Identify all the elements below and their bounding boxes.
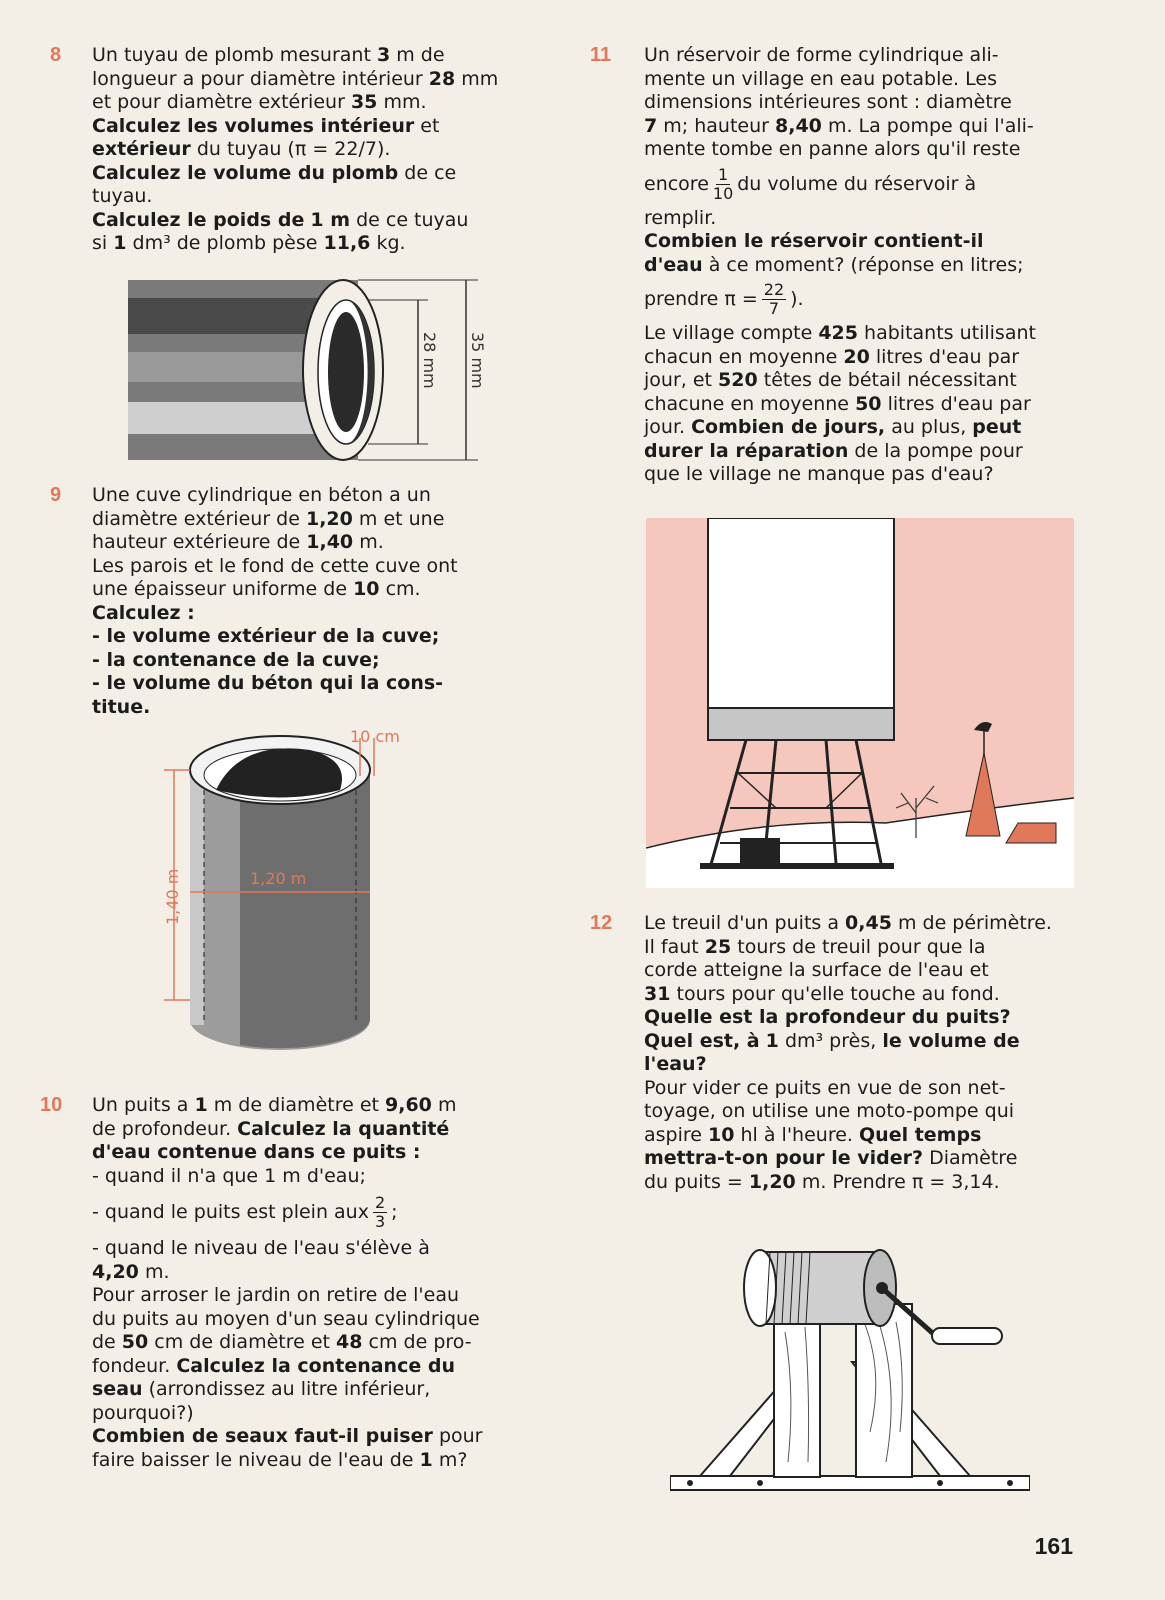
text-line: d'eau contenue dans ce puits :: [92, 1141, 421, 1163]
text-line: si 1 dm³ de plomb pèse 11,6 kg.: [92, 232, 406, 254]
text-line: de profondeur. Calculez la quantité: [92, 1117, 450, 1140]
thickness-label: 10 cm: [350, 727, 400, 746]
text-line: chacune en moyenne 50 litres d'eau par: [644, 392, 1031, 415]
fraction: $\frac{22}{7}$: [763, 280, 785, 318]
text-line: hauteur extérieure de 1,40 m.: [92, 531, 384, 553]
text-line: extérieur du tuyau (π = 22/7).: [92, 138, 391, 160]
text-line: prendre π = $\frac{22}{7}$ ).: [644, 280, 804, 318]
text-line: - le volume extérieur de la cuve;: [92, 625, 440, 647]
text-line: titue.: [92, 695, 151, 718]
text-line: tuyau.: [92, 185, 153, 207]
text-line: aspire 10 hl à l'heure. Quel temps: [644, 1123, 982, 1146]
text-line: Pour vider ce puits en vue de son net-: [644, 1076, 1006, 1099]
text-line: Un tuyau de plomb mesurant 3 m de: [92, 44, 445, 66]
text-line: diamètre extérieur de 1,20 m et une: [92, 507, 445, 530]
text-line: Calculez :: [92, 601, 195, 624]
text-line: Quelle est la profondeur du puits?: [644, 1006, 1011, 1028]
text-line: 31 tours pour qu'elle touche au fond.: [644, 982, 1000, 1005]
text-line: - le volume du béton qui la cons-: [92, 672, 444, 694]
text-line: que le village ne manque pas d'eau?: [644, 463, 994, 485]
left-post: [774, 1312, 820, 1477]
text-line: Pour arroser le jardin on retire de l'eau: [92, 1284, 460, 1306]
text-line: Le village compte 425 habitants utilisant: [644, 322, 1036, 344]
text-line: - la contenance de la cuve;: [92, 648, 380, 671]
text-line: Une cuve cylindrique en béton a un: [92, 484, 431, 506]
text-line: - quand le puits est plein aux $\frac{2}{3}$ ;: [92, 1193, 398, 1231]
text-line: fondeur. Calculez la contenance du: [92, 1354, 455, 1377]
drum: [760, 1252, 880, 1324]
inner-diameter-label: 28 mm: [420, 332, 439, 389]
right-post: [856, 1304, 912, 1477]
pipe-figure: [118, 272, 498, 472]
diameter-label: 1,20 m: [250, 869, 307, 888]
text-line: faire baisser le niveau de l'eau de 1 m?: [92, 1448, 468, 1471]
text-line: jour, et 520 têtes de bétail nécessitant: [644, 369, 1017, 391]
crank-handle: [932, 1328, 1002, 1344]
exercise-9-number: 9: [50, 484, 62, 506]
text-line: Quel est, à 1 dm³ près, le volume de: [644, 1029, 1020, 1052]
winch-figure: [670, 1232, 1030, 1502]
text-line: mente un village en eau potable. Les: [644, 67, 997, 90]
tank: [708, 518, 894, 740]
text-line: de 50 cm de diamètre et 48 cm de pro-: [92, 1331, 472, 1353]
text-line: Un réservoir de forme cylindrique ali-: [644, 44, 999, 66]
base-beam: [670, 1476, 1030, 1490]
text-line: et pour diamètre extérieur 35 mm.: [92, 91, 427, 113]
text-line: Calculez le volume du plomb de ce: [92, 161, 457, 184]
text-line: mettra-t-on pour le vider? Diamètre: [644, 1147, 1018, 1169]
text-line: corde atteigne la surface de l'eau et: [644, 959, 989, 981]
exercise-8-number: 8: [50, 44, 62, 66]
text-line: mente tombe en panne alors qu'il reste: [644, 138, 1021, 160]
text-line: Un puits a 1 m de diamètre et 9,60 m: [92, 1094, 457, 1116]
text-line: Il faut 25 tours de treuil pour que la: [644, 935, 986, 958]
page-number: 161: [1034, 1533, 1073, 1559]
text-line: seau (arrondissez au litre inférieur,: [92, 1378, 431, 1400]
fraction: $\frac{1}{10}$: [712, 164, 734, 203]
exercise-8-text: [92, 44, 520, 256]
exercise-11-number: 11: [590, 44, 612, 66]
text-line: Combien de seaux faut-il puiser pour: [92, 1425, 483, 1447]
text-line: Les parois et le fond de cette cuve ont: [92, 554, 458, 577]
text-line: remplir.: [644, 206, 717, 229]
text-line: du puits = 1,20 m. Prendre π = 3,14.: [644, 1170, 1000, 1193]
text-line: 7 m; hauteur 8,40 m. La pompe qui l'ali-: [644, 114, 1034, 137]
tank-figure: [160, 720, 440, 1070]
exercise-12-text: [644, 912, 1072, 1194]
text-line: jour. Combien de jours, au plus, peut: [644, 416, 1022, 438]
text-line: pourquoi?): [92, 1401, 194, 1424]
text-line: dimensions intérieures sont : diamètre: [644, 91, 1012, 113]
text-line: l'eau?: [644, 1053, 707, 1075]
exercise-10-number: 10: [40, 1094, 63, 1116]
text-line: Calculez le poids de 1 m de ce tuyau: [92, 208, 469, 231]
text-line: - quand il n'a que 1 m d'eau;: [92, 1164, 366, 1187]
text-line: longueur a pour diamètre intérieur 28 mm: [92, 67, 499, 90]
text-line: d'eau à ce moment? (réponse en litres;: [644, 253, 1024, 276]
text-line: du puits au moyen d'un seau cylindrique: [92, 1307, 480, 1330]
exercise-12-number: 12: [590, 912, 613, 934]
text-line: Calculez les volumes intérieur et: [92, 114, 440, 137]
outer-diameter-label: 35 mm: [468, 332, 487, 389]
text-line: chacun en moyenne 20 litres d'eau par: [644, 345, 1020, 368]
exercise-9-text: [92, 484, 520, 719]
text-line: 4,20 m.: [92, 1260, 170, 1283]
text-line: Le treuil d'un puits a 0,45 m de périmètre.: [644, 912, 1052, 934]
text-line: Combien le réservoir contient-il: [644, 230, 984, 252]
fraction: $\frac{2}{3}$: [374, 1193, 386, 1231]
text-line: une épaisseur uniforme de 10 cm.: [92, 578, 421, 600]
text-line: toyage, on utilise une moto-pompe qui: [644, 1100, 1015, 1122]
text-line: - quand le niveau de l'eau s'élève à: [92, 1237, 430, 1259]
exercise-10-text: [92, 1094, 520, 1472]
text-line: durer la réparation de la pompe pour: [644, 439, 1023, 462]
exercise-11-text: [644, 44, 1072, 487]
text-line: encore $\frac{1}{10}$ du volume du réservoir à: [644, 164, 977, 203]
water-tower-figure: [646, 518, 1074, 888]
height-label: 1,40 m: [163, 868, 182, 925]
